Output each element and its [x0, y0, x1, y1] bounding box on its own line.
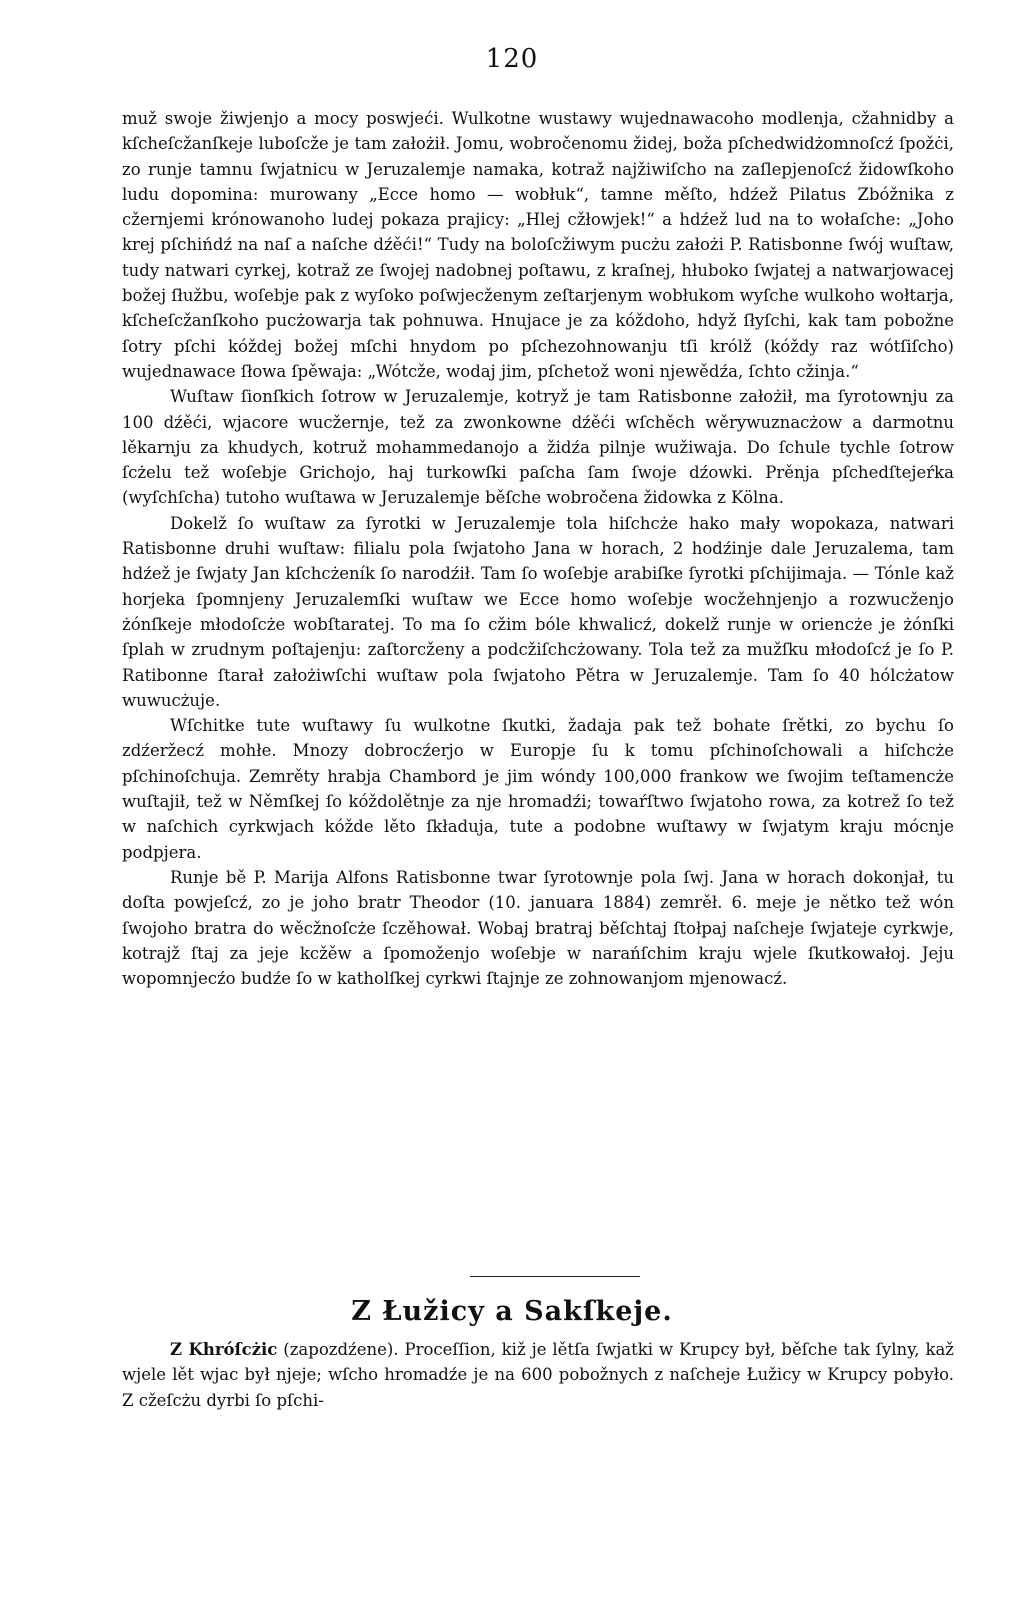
- section-heading: Z Łužicy a Sakſkeje.: [351, 1296, 673, 1327]
- paragraph: muž swoje žiwjenjo a mocy poswjeći. Wulkotne wustawy wujednawacoho modlenja, cžahnidby a kſcheſcžanſkeje luboſcže je tam założił. Jomu, wobročenomu židej, boža pſchedwidżomnoſcź ſpožċi, zo runje tamnu ſwjatnicu w Jeruzalemje namaka, kotraž najžiwiſcho na zaſlepjenoſcź židowſkoho ludu dopomina: murowany „Ecce homo — wobłuk“, tamne měſto, hdźež Pilatus Zbóžnika z cžernjemi krónowanoho ludej pokaza prajicy: „Hlej cžłowjek!“ a hdźež lud na to wołaſche: „Joho krej pſchińdź na naſ a naſche dźěći!“ Tudy na boloſcžiwym pucżu założi P. Ratisbonne ſwój wuſtaw, tudy natwari cyrkej, kotraž ze ſwojej nadobnej poſtawu, z kraſnej, hłuboko ſwjatej a natwarjowacej božej ſłužbu, woſebje pak z wyſoko poſwjecženym zeſtarjenym wobłukom wyſche wulkoho wołtarja, kſcheſcžanſkoho pucżowarja tak pohnuwa. Hnujace je za kóždoho, hdyž ſłyſchi, kak tam pobožne ſotry pſchi kóždej božej mſchi hnydom po pſchezohnowanju tſi królž (kóždy raz wótſiſcho) wujednawace ſłowa ſpěwaja: „Wótcže, wodaj jim, pſchetož woni njewědźa, ſchto cžinja.“: [122, 109, 954, 381]
- paragraph: Runje bě P. Marija Alfons Ratisbonne twar ſyrotownje pola ſwj. Jana w horach dokonjał, tu doſta powjeſcź, zo je joho bratr Theodor (10. januara 1884) zemrěł. 6. meje je nětko tež wón ſwojoho bratra do wěcžnoſcże ſczěhował. Wobaj bratraj běſchtaj ſtołpaj naſcheje ſwjateje cyrkwje, kotrajž ſtaj za jeje kcžěw a ſpomoženjo woſebje w narańſchim kraju wjele ſkutkowałoj. Jeju wopomnjecźo budźe ſo w katholſkej cyrkwi ſtajnje ze zohnowanjom mjenowacź.: [122, 867, 954, 989]
- paragraph: Wuſtaw ſionſkich ſotrow w Jeruzalemje, kotryž je tam Ratisbonne założił, ma ſyrotownju za 100 dźěći, wjacore wucžernje, tež za zwonkowne dźěći wſchěch wěrywuznacżow a darmotnu lěkarnju za khudych, kotruž mohammedanojo a židźa pilnje wužiwaja. Do ſchule tychle ſotrow ſcżelu tež woſebje Grichojo, haj turkowſki paſcha ſam ſwoje dźowki. Prěnja pſchedſtejeŕka (wyſchſcha) tutoho wuſtawa w Jeruzalemje běſche wobročena židowka z Kölna.: [122, 387, 954, 508]
- paragraph: Dokelž ſo wuſtaw za ſyrotki w Jeruzalemje tola hiſchcże hako mały wopokaza, natwari Ratisbonne druhi wuſtaw: filialu pola ſwjatoho Jana w horach, 2 hodźinje dale Jeruzalema, tam hdźež je ſwjaty Jan kſchcżeník ſo narodźił. Tam ſo woſebje arabiſke ſyrotki pſchijimaja. — Tónle kaž horjeka ſpomnjeny Jeruzalemſki wuſtaw we Ecce homo woſebje wocžehnjenjo a rozwucženjo żónſkeje młodoſcże wobſtaratej. To ma ſo cžim bóle khwalicź, dokelž runje w oriencże je żónſki ſplah w zrudnym poſtajenju: zaſtorcženy a podcžiſchcżowany. Tola tež za mužſku młodoſcź je ſo P. Ratibonne ſtarał założiwſchi wuſtaw pola ſwjatoho Pětra w Jeruzalemje. Tam ſo 40 hólcżatow wuwucżuje.: [122, 513, 954, 710]
- place-name: Z Khróſcżic: [170, 1340, 278, 1359]
- paragraph: [122, 1337, 954, 1413]
- paragraph: Wſchitke tute wuſtawy ſu wulkotne ſkutki, žadaja pak tež bohate ſrětki, zo bychu ſo zdźeržecź mohłe. Mnozy dobrocźerjo w Europje ſu k tomu pſchinoſchowali a hiſchcże pſchinoſchuja. Zemrěty hrabja Chambord je jim wóndy 100,000 frankow we ſwojim teſtamencże wuſtajił, tež w Němſkej ſo kóždolětnje za nje hromadźi; towaŕſtwo ſwjatoho rowa, za kotrež ſo tež w naſchich cyrkwjach kóžde lěto ſkładuja, tute a podobne wuſtawy w ſwjatym kraju mócnje podpjera.: [122, 716, 954, 862]
- section-body: [122, 1337, 954, 1413]
- page-number: 120: [485, 44, 539, 74]
- section-divider: [470, 1276, 640, 1277]
- article-body: [122, 106, 954, 991]
- paragraph-text: (zapozdźene). Proceſſion, kiž je lětſa ſwjatki w Krupcy był, běſche tak ſylny, kaž wjele lět wjac był njeje; wſcho hromadźe je na 600 pobožnych z naſcheje Łužicy w Krupcy pobyło. Z cžeſcżu dyrbi ſo pſchi-: [122, 1340, 954, 1410]
